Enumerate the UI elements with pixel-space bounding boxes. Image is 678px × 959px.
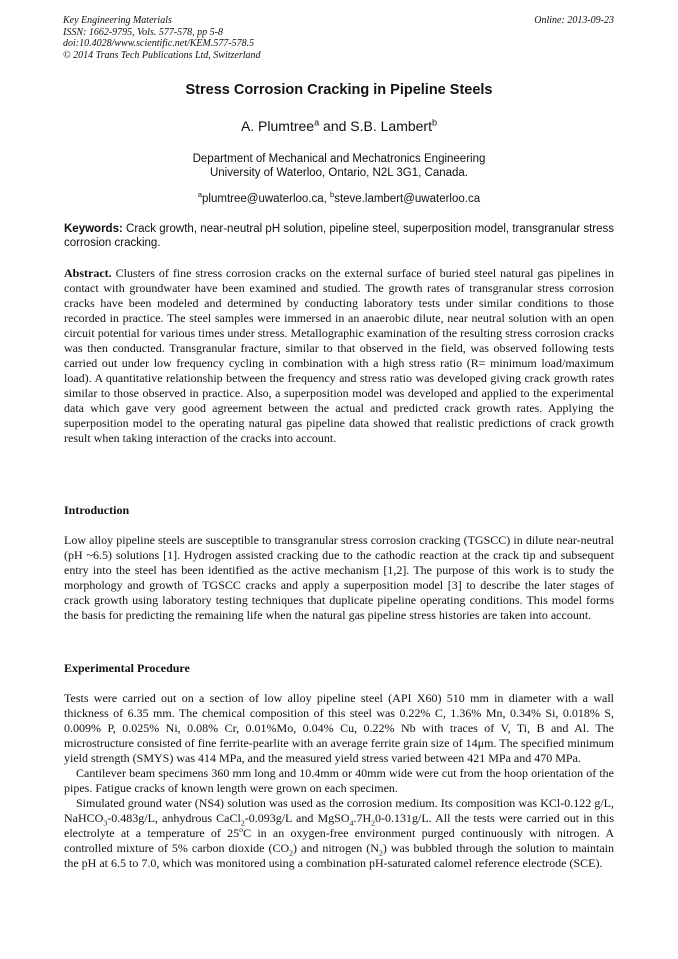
keywords-text: Crack growth, near-neutral pH solution, pipeline steel, superposition model, transgranular stress corrosion cracking. xyxy=(64,223,614,249)
email-superscript: b xyxy=(330,190,335,200)
author-superscript: a xyxy=(314,117,320,128)
author-emails xyxy=(0,190,678,205)
subscript: 2 xyxy=(240,818,245,828)
text-run: ) was bubbled through the solution to maintain the pH at 6.5 to 7.0, which was monitored using a combination pH-saturated calomel reference electrode (SCE). xyxy=(64,841,614,870)
subscript: 3 xyxy=(103,818,108,828)
affiliation xyxy=(0,152,678,180)
issn-line: ISSN: 1662-9795, Vols. 577-578, pp 5-8 xyxy=(63,26,223,38)
text-run: Simulated ground water (NS4) solution was used as the corrosion medium. Its composition was KCl-0.122 g/L, NaHCO xyxy=(64,796,614,825)
affiliation-department: Department of Mechanical and Mechatronics Engineering xyxy=(192,153,486,165)
text-run: .7H xyxy=(353,811,372,825)
section-heading-experimental: Experimental Procedure xyxy=(64,661,190,675)
experimental-section xyxy=(64,691,614,871)
subscript: 2 xyxy=(378,848,383,858)
author-name: A. Plumtree xyxy=(240,118,315,134)
email-superscript: a xyxy=(197,190,203,200)
text-run: -0.093g/L and MgSO xyxy=(244,811,350,825)
abstract-label: Abstract. xyxy=(64,266,112,280)
experimental-paragraph-1: Tests were carried out on a section of low alloy pipeline steel (API X60) 510 mm in diameter with a wall thickness of 6.35 mm. The chemical composition of this steel was 0.22% C, 1.36% Mn, 0.34% Si, 0.018% S, 0.009% P, 0.025% Ni, 0.08% Cr, 0.01%Mo, 0.04% Cu, 0.22% Nb with traces of V, Ti, B and Al. The microstructure consisted of fine ferrite-pearlite with an average ferrite grain size of 14μm. The specified minimum yield strength (SMYS) was 414 MPa, and the measured yield stress varied between 421 MPa and 470 MPa. xyxy=(64,691,614,765)
subscript: 2 xyxy=(371,818,376,828)
doi-line: doi:10.4028/www.scientific.net/KEM.577-578.5 xyxy=(63,38,255,49)
email-link[interactable]: steve.lambert@uwaterloo.ca xyxy=(334,193,481,205)
paper-title: Stress Corrosion Cracking in Pipeline Steels xyxy=(185,82,493,98)
subscript: 2 xyxy=(289,848,294,858)
section-heading-introduction: Introduction xyxy=(64,503,130,517)
journal-name: Key Engineering Materials xyxy=(63,15,172,26)
online-date: Online: 2013-09-23 xyxy=(534,15,614,26)
abstract-text: Clusters of fine stress corrosion cracks on the external surface of buried steel natural gas pipelines in contact with groundwater have been examined and studied. The growth rates of transgranular stress corrosion cracks have been modeled and determined by conducting laboratory tests under similar conditions to those recorded in practice. The steel samples were immersed in an anaerobic dilute, near neutral solution with an open circuit potential for various times under stress. Metallographic examination of the resulting stress corrosion cracks was then conducted. Transgranular fracture, similar to that observed in the field, was observed following tests carried out under low frequency cycling in combination with a high stress ratio (R= minimum load/maximum load). A quantitative relationship between the frequency and stress ratio was developed giving crack growth rates similar to those observed in practice. Also, a superposition model was developed and applied to the experimental data which gave very good agreement between the actual and predicted crack growth rates. Applying the superposition model to the operating natural gas pipeline data showed that realistic predictions of crack growth result when taking interaction of the cracks into account. xyxy=(64,266,614,445)
author-name: S.B. Lambert xyxy=(350,118,432,134)
abstract xyxy=(64,266,614,446)
introduction-paragraph: Low alloy pipeline steels are susceptible to transgranular stress corrosion cracking (TGSCC) in dilute near-neutral (pH ~6.5) solutions [1]. Hydrogen assisted cracking due to the cathodic reaction at the crack tip and subsequent entry into the steel has been identified as the active mechanism [1,2]. The purpose of this work is to study the morphology and growth of TGSCC cracks and apply a superposition model [3] to describe the later stages of crack growth using laboratory testing techniques that duplicate pipeline operating conditions. This model forms the basis for predicting the remaining life when the natural gas pipeline stress histories are taken into account. xyxy=(64,533,614,622)
keywords-label: Keywords: xyxy=(64,223,123,235)
copyright-line: © 2014 Trans Tech Publications Ltd, Switzerland xyxy=(63,49,261,61)
text-run: -0.483g/L, anhydrous CaCl xyxy=(107,811,241,825)
email-link[interactable]: plumtree@uwaterloo.ca, xyxy=(202,193,331,205)
text-run: 0-0.131g/L. All the tests were carried out in this electrolyte at a temperature of 25 xyxy=(64,811,614,840)
author-joiner: and xyxy=(319,118,351,134)
author-list xyxy=(0,118,678,134)
journal-header xyxy=(63,15,261,61)
experimental-paragraph-3 xyxy=(64,796,614,871)
author-superscript: b xyxy=(431,117,438,128)
superscript: o xyxy=(239,825,244,834)
experimental-paragraph-2: Cantilever beam specimens 360 mm long and 10.4mm or 40mm wide were cut from the hoop orientation of the pipes. Fatigue cracks of known length were grown on each specimen. xyxy=(64,766,614,795)
affiliation-university: University of Waterloo, Ontario, N2L 3G1, Canada. xyxy=(209,167,468,179)
text-run: ) and nitrogen (N xyxy=(293,841,379,855)
subscript: 4 xyxy=(349,818,354,828)
keywords xyxy=(64,222,614,250)
text-run: C in an oxygen-free environment purged continuously with nitrogen. A controlled mixture of 5% carbon dioxide (CO xyxy=(64,826,614,855)
